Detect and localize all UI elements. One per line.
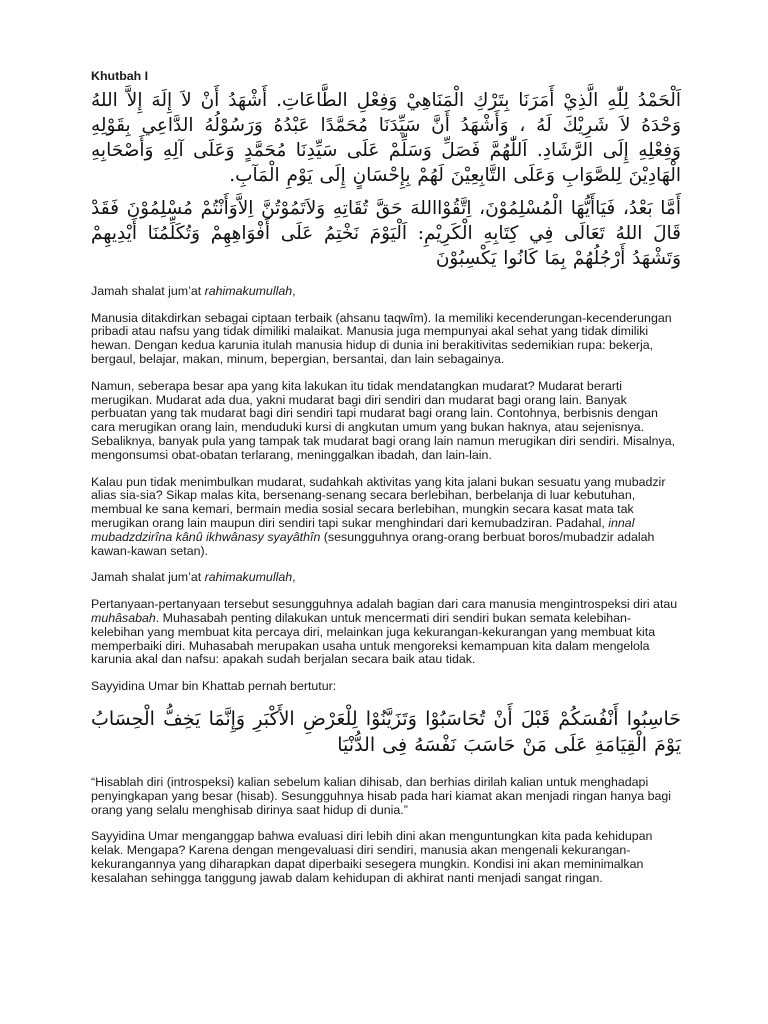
arabic-quote-text: حَاسِبُوا أَنْفُسَكُمْ قَبْلَ أَنْ تُحَاسَبُوْا وَتَزَيَّنُوْا لِلْعَرْضِ الأَكْبَرِ وَإِنَّمَا يَخِفُّ الْحِسَابُ يَوْمَ الْقِيَامَةِ عَلَى مَنْ حَاسَبَ نَفْسَهُ فِى الدُّنْيَا: [91, 707, 681, 756]
body-paragraph-6: “Hisablah diri (introspeksi) kalian sebelum kalian dihisab, dan berhias dirilah kalian untuk menghadapi penyingkapan yang besar (hisab). Sesungguhnya hisab pada hari kiamat akan menjadi ringan hanya bagi orang yang selalu menghisab dirinya saat hidup di dunia.”: [91, 774, 672, 817]
paragraph-4-italic: muhâsabah: [91, 610, 156, 625]
paragraph-3-end: (sesungguhnya orang-orang berbuat boros/mubadzir adalah kawan-kawan setan).: [91, 529, 655, 558]
greeting-2-prefix: Jamah shalat jum’at: [91, 570, 205, 585]
greeting-suffix: ,: [292, 283, 296, 298]
page-title: Khutbah I: [91, 69, 149, 83]
body-paragraph-2: Namun, seberapa besar apa yang kita lakukan itu tidak mendatangkan mudarat? Mudarat berarti merugikan. Mudarat ada dua, yakni mudarat bagi diri sendiri dan mudarat bagi orang lain. Banyak perbuatan yang tak mudarat bagi diri sendiri tapi mudarat bagi orang lain. Contohnya, berbisnis dengan cara merugikan orang lain, menduduki kursi di angkutan umum yang bukan haknya, atau sejenisnya. Sebaliknya, banyak pula yang tampak tak mudarat bagi orang lain namun merugikan diri sendiri. Misalnya, mengonsumsi obat-obatan terlarang, meninggalkan ibadah, dan lain-lain.: [91, 378, 676, 462]
body-paragraph-4: [91, 598, 681, 667]
arabic-opening-text: اَلْحَمْدُ لِلّٰهِ الَّذِيْ أَمَرَنَا بِتَرْكِ الْمَنَاهِيْ وَفِعْلِ الطَّاعَاتِ. أَشْهَدُ أَنْ لاَ إِلَهَ إِلاَّ اللهُ وَحْدَهُ لاَ شَرِيْكَ لَهُ ، وَأَشْهَدُ أَنَّ سَيِّدَنَا مُحَمَّدًا عَبْدُهُ وَرَسُوْلُهُ الدَّاعِي بِقَوْلِهِ وَفِعْلِهِ إِلَى الرَّشَادِ. اَللّٰهُمَّ فَصَلِّ وَسَلِّمْ عَلَى سَيِّدِنَا مُحَمَّدٍ وَعَلَى آلِهِ وَأَصْحَابِهِ الْهَادِيْنَ لِلصَّوَابِ وَعَلَى التَّابِعِيْنَ لَهُمْ بِإِحْسَانٍ إِلَى يَوْمِ الْمَآبِ.: [91, 89, 681, 186]
greeting-paragraph-2: [91, 571, 681, 585]
body-paragraph-1: Manusia ditakdirkan sebagai ciptaan terbaik (ahsanu taqwîm). Ia memiliki kecenderungan-kecenderungan pribadi atau nafsu yang tidak dimiliki malaikat. Manusia juga mempunyai akal sehat yang tidak dimiliki hewan. Dengan kedua karunia itulah manusia hidup di dunia ini berakitivitas sedemikian rupa: bekerja, bergaul, belajar, makan, minum, bepergian, bersantai, dan lain sebagainya.: [91, 310, 672, 366]
paragraph-3-italic: innal mubadzdzirîna kânû ikhwânasy syayâthîn: [91, 515, 635, 544]
greeting-2-suffix: ,: [292, 570, 296, 585]
greeting-paragraph: [91, 285, 681, 299]
greeting-italic: rahimakumullah: [204, 283, 293, 298]
document-body: [91, 70, 681, 899]
body-paragraph-5: Sayyidina Umar bin Khattab pernah bertutur:: [91, 679, 337, 694]
greeting-prefix: Jamah shalat jum’at: [91, 283, 205, 298]
paragraph-4-text-b: . Muhasabah penting dilakukan untuk mencermati diri sendiri bukan semata kelebihan-kelebihan yang membuat kita percaya diri, melainkan juga kekurangan-kekurangan yang membuat kita memperbaiki diri. Muhasabah merupakan usaha untuk mengoreksi kemampuan kita dalam mengelola karunia akal dan nafsu: apakah sudah berjalan secara baik atau tidak.: [91, 610, 656, 667]
body-paragraph-3: [91, 476, 681, 559]
paragraph-4-text-a: Pertanyaan-pertanyaan tersebut sesungguhnya adalah bagian dari cara manusia mengintrospeksi diri atau: [91, 597, 678, 612]
paragraph-3-text: Kalau pun tidak menimbulkan mudarat, sudahkah aktivitas yang kita jalani bukan sesuatu yang mubadzir alias sia-sia? Sikap malas kita, bersenang-senang secara berlebihan, berbelanja di luar kebutuhan, membual ke sana kemari, bermain media sosial secara berlebihan, mungkin secara kasat mata tak merugikan orang lain maupun diri sendiri tapi sukar menghindari dari kemubadziran. Padahal,: [91, 474, 666, 530]
greeting-2-italic: rahimakumullah: [204, 570, 293, 585]
arabic-verse-text: أَمَّا بَعْدُ، فَيَاأَيُّهَا الْمُسْلِمُوْنَ، اِتَّقُوْااللهَ حَقَّ تُقَاتِهِ وَلاَتَمُوْتُنَّ اِلاَّوَأَنْتُمْ مُسْلِمُوْنَ فَقَدْ قَالَ اللهُ تَعَالَى فِي كِتَابِهِ الْكَرِيْمِ: اَلْيَوْمَ نَخْتِمُ عَلَى أَفْوَاهِهِمْ وَتُكَلِّمُنَا أَيْدِيهِمْ وَتَشْهَدُ أَرْجُلُهُمْ بِمَا كَانُوا يَكْسِبُوْنَ: [91, 197, 681, 269]
body-paragraph-7: Sayyidina Umar menganggap bahwa evaluasi diri lebih dini akan menguntungkan kita pada kehidupan kelak. Mengapa? Karena dengan mengevaluasi diri sendiri, manusia akan mengenali kekurangan-kekurangannya yang diharapkan dapat diperbaiki sesegera mungkin. Kondisi ini akan meminimalkan kesalahan sehingga tanggung jawab dalam kehidupan di akhirat nanti menjadi sangat ringan.: [91, 829, 653, 885]
